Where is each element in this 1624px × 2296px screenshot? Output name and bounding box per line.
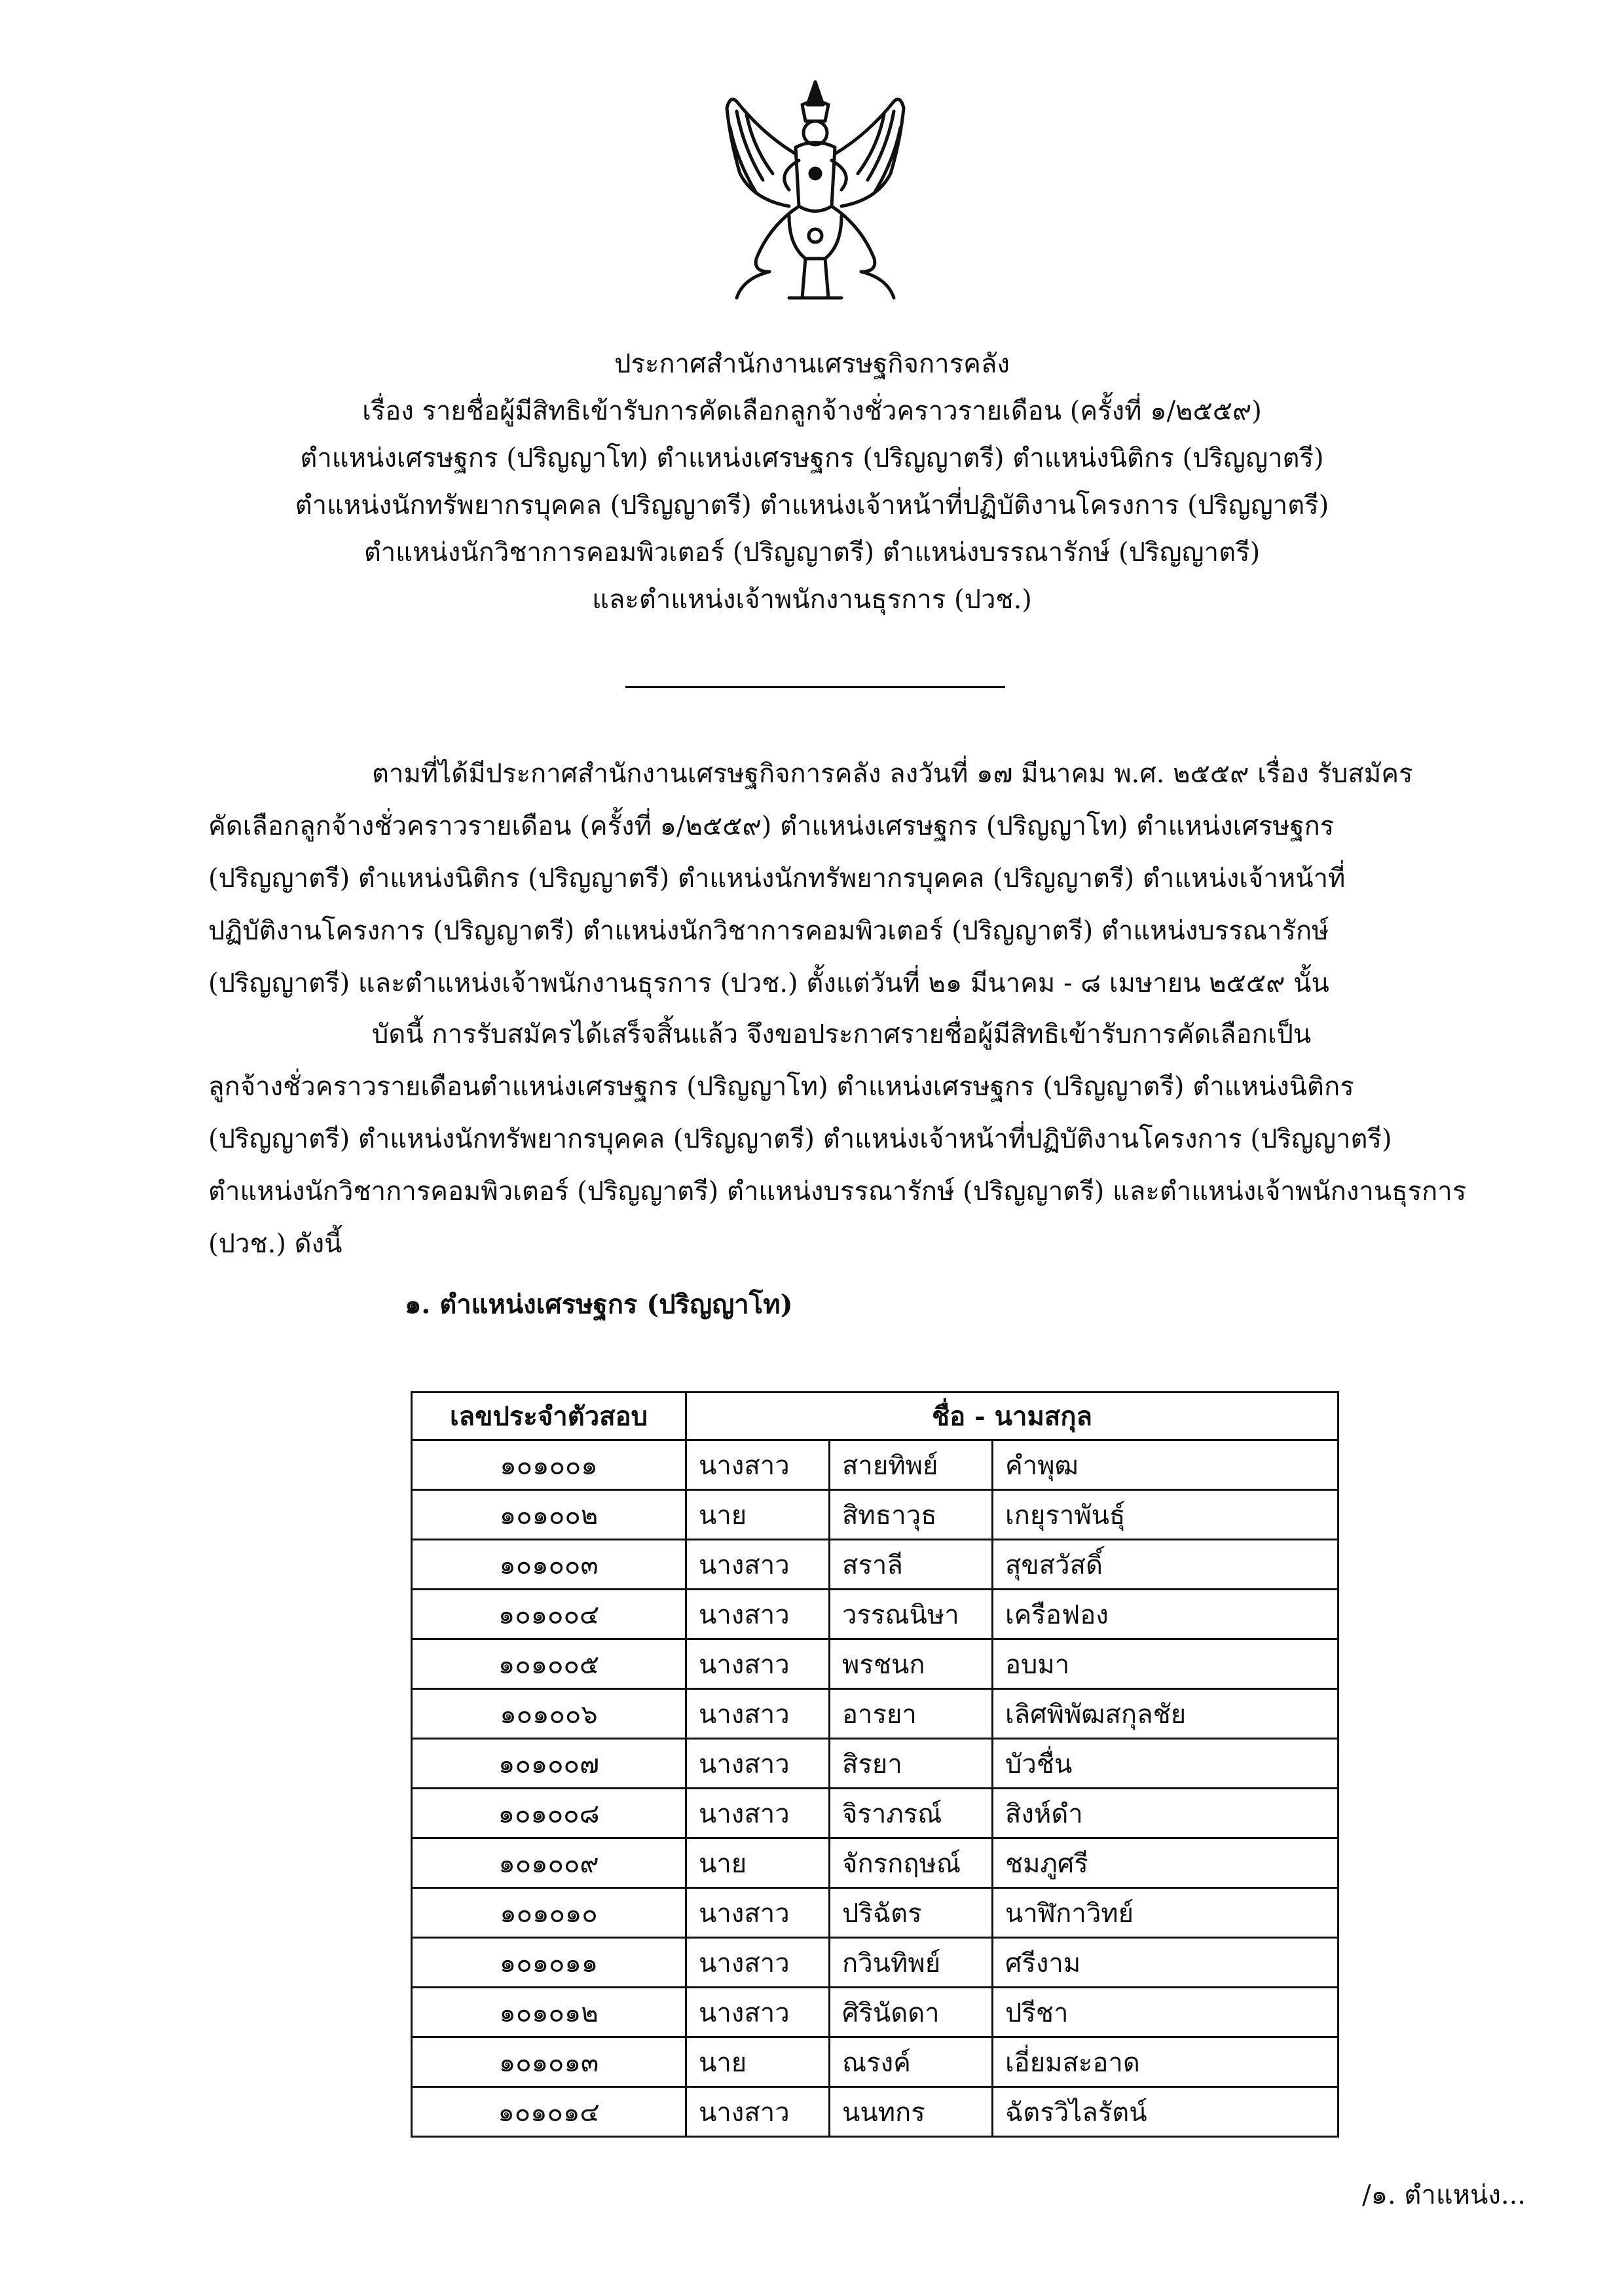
exam-id-cell: ๑๐๑๐๐๕ [412,1639,686,1689]
paragraph-2-line: บัดนี้ การรับสมัครได้เสร็จสิ้นแล้ว จึงขอประกาศรายชื่อผู้มีสิทธิเข้ารับการคัดเลือกเป็น [372,1019,1312,1049]
header-line-5: ตำแหน่งนักวิชาการคอมพิวเตอร์ (ปริญญาตรี) ตำแหน่งบรรณารักษ์ (ปริญญาตรี) [363,538,1261,568]
exam-id-cell: ๑๐๑๐๐๙ [412,1838,686,1888]
title-cell: นาย [686,1490,830,1540]
first-name-cell: กวินทิพย์ [830,1938,993,1988]
last-name-cell: เลิศพิพัฒสกุลชัย [993,1689,1338,1739]
title-cell: นางสาว [686,1988,830,2037]
first-name-cell: จิราภรณ์ [830,1789,993,1838]
title-cell: นาย [686,1838,830,1888]
title-cell: นางสาว [686,1590,830,1639]
exam-id-cell: ๑๐๑๐๐๗ [412,1739,686,1789]
paragraph-2-line: ลูกจ้างชั่วคราวรายเดือนตำแหน่งเศรษฐกร (ปริญญาโท) ตำแหน่งเศรษฐกร (ปริญญาตรี) ตำแหน่งนิติกร [208,1072,1354,1102]
last-name-cell: สุขสวัสดิ์ [993,1540,1338,1590]
title-cell: นางสาว [686,1888,830,1938]
header-line-2: เรื่อง รายชื่อผู้มีสิทธิเข้ารับการคัดเลือกลูกจ้างชั่วคราวรายเดือน (ครั้งที่ ๑/๒๕๕๙) [362,396,1262,426]
header-line-6: และตำแหน่งเจ้าพนักงานธุรการ (ปวช.) [592,585,1032,615]
last-name-cell: ฉัตรวิไลรัตน์ [993,2087,1338,2137]
last-name-cell: ปรีชา [993,1988,1338,2037]
paragraph-1-line: (ปริญญาตรี) และตำแหน่งเจ้าพนักงานธุรการ (ปวช.) ตั้งแต่วันที่ ๒๑ มีนาคม - ๘ เมษายน ๒๕๕๙ นั้น [208,968,1329,998]
header-line-1: ประกาศสำนักงานเศรษฐกิจการคลัง [614,349,1010,379]
table-row [412,1689,1338,1739]
table-row [412,1490,1338,1540]
exam-id-cell: ๑๐๑๐๑๔ [412,2087,686,2137]
garuda-emblem-icon [691,75,940,311]
exam-id-cell: ๑๐๑๐๑๐ [412,1888,686,1938]
first-name-cell: จักรกฤษณ์ [830,1838,993,1888]
paragraph-1-line: คัดเลือกลูกจ้างชั่วคราวรายเดือน (ครั้งที่ ๑/๒๕๕๙) ตำแหน่งเศรษฐกร (ปริญญาโท) ตำแหน่งเศรษฐกร [208,811,1335,841]
exam-id-cell: ๑๐๑๐๐๓ [412,1540,686,1590]
title-cell: นางสาว [686,1689,830,1739]
table-row [412,1440,1338,1490]
first-name-cell: สิรยา [830,1739,993,1789]
first-name-cell: นนทกร [830,2087,993,2137]
first-name-cell: วรรณนิษา [830,1590,993,1639]
table-row [412,1590,1338,1639]
first-name-cell: ศิรินัดดา [830,1988,993,2037]
exam-id-cell: ๑๐๑๐๐๒ [412,1490,686,1540]
table-row [412,1938,1338,1988]
last-name-cell: คำพุฒ [993,1440,1338,1490]
exam-id-cell: ๑๐๑๐๐๖ [412,1689,686,1739]
title-cell: นางสาว [686,1739,830,1789]
last-name-cell: เครือฟอง [993,1590,1338,1639]
last-name-cell: เกยุราพันธุ์ [993,1490,1338,1540]
table-row [412,1789,1338,1838]
title-cell: นาย [686,2037,830,2087]
title-cell: นางสาว [686,1540,830,1590]
section-title: ๑. ตำแหน่งเศรษฐกร (ปริญญาโท) [405,1289,793,1320]
header-line-3: ตำแหน่งเศรษฐกร (ปริญญาโท) ตำแหน่งเศรษฐกร (ปริญญาตรี) ตำแหน่งนิติกร (ปริญญาตรี) [300,443,1324,473]
column-header-exam-id: เลขประจำตัวสอบ [412,1393,686,1440]
title-cell: นางสาว [686,1440,830,1490]
header-divider [625,686,1005,688]
candidate-table [411,1391,1339,2138]
table-row [412,1988,1338,2037]
first-name-cell: สราลี [830,1540,993,1590]
first-name-cell: ณรงค์ [830,2037,993,2087]
paragraph-2-line: (ปวช.) ดังนี้ [208,1229,342,1259]
title-cell: นางสาว [686,1639,830,1689]
first-name-cell: สายทิพย์ [830,1440,993,1490]
paragraph-1-line: ตามที่ได้มีประกาศสำนักงานเศรษฐกิจการคลัง ลงวันที่ ๑๗ มีนาคม พ.ศ. ๒๕๕๙ เรื่อง รับสมัคร [372,759,1413,789]
first-name-cell: พรชนก [830,1639,993,1689]
last-name-cell: เอี่ยมสะอาด [993,2037,1338,2087]
paragraph-2 [208,1008,1467,1270]
first-name-cell: ปริฉัตร [830,1888,993,1938]
title-cell: นางสาว [686,1789,830,1838]
exam-id-cell: ๑๐๑๐๐๑ [412,1440,686,1490]
last-name-cell: ศรีงาม [993,1938,1338,1988]
exam-id-cell: ๑๐๑๐๐๔ [412,1590,686,1639]
page-continuation-note: /๑. ตำแหน่ง... [1362,2180,1526,2210]
table-row [412,2087,1338,2137]
paragraph-1 [208,748,1439,1010]
table-header-row [412,1393,1338,1440]
paragraph-1-line: ปฏิบัติงานโครงการ (ปริญญาตรี) ตำแหน่งนักวิชาการคอมพิวเตอร์ (ปริญญาตรี) ตำแหน่งบรรณารักษ์ [208,916,1329,946]
last-name-cell: นาฬิกาวิทย์ [993,1888,1338,1938]
last-name-cell: ชมภูศรี [993,1838,1338,1888]
announcement-header [131,340,1493,623]
first-name-cell: สิทธาวุธ [830,1490,993,1540]
paragraph-2-line: (ปริญญาตรี) ตำแหน่งนักทรัพยากรบุคคล (ปริญญาตรี) ตำแหน่งเจ้าหน้าที่ปฏิบัติงานโครงการ (ปริญญาตรี) [208,1124,1392,1154]
exam-id-cell: ๑๐๑๐๑๓ [412,2037,686,2087]
exam-id-cell: ๑๐๑๐๐๘ [412,1789,686,1838]
exam-id-cell: ๑๐๑๐๑๒ [412,1988,686,2037]
last-name-cell: อบมา [993,1639,1338,1689]
header-line-4: ตำแหน่งนักทรัพยากรบุคคล (ปริญญาตรี) ตำแหน่งเจ้าหน้าที่ปฏิบัติงานโครงการ (ปริญญาตรี) [295,490,1329,520]
paragraph-2-line: ตำแหน่งนักวิชาการคอมพิวเตอร์ (ปริญญาตรี) ตำแหน่งบรรณารักษ์ (ปริญญาตรี) และตำแหน่งเจ้าพนักงานธุรการ [208,1176,1467,1207]
last-name-cell: บัวชื่น [993,1739,1338,1789]
table-row [412,2037,1338,2087]
exam-id-cell: ๑๐๑๐๑๑ [412,1938,686,1988]
column-header-full-name: ชื่อ - นามสกุล [686,1393,1338,1440]
title-cell: นางสาว [686,2087,830,2137]
table-row [412,1540,1338,1590]
first-name-cell: อารยา [830,1689,993,1739]
table-row [412,1639,1338,1689]
title-cell: นางสาว [686,1938,830,1988]
paragraph-1-line: (ปริญญาตรี) ตำแหน่งนิติกร (ปริญญาตรี) ตำแหน่งนักทรัพยากรบุคคล (ปริญญาตรี) ตำแหน่งเจ้าหน้าที่ [208,864,1346,894]
last-name-cell: สิงห์ดำ [993,1789,1338,1838]
table-row [412,1739,1338,1789]
table-row [412,1888,1338,1938]
table-row [412,1838,1338,1888]
